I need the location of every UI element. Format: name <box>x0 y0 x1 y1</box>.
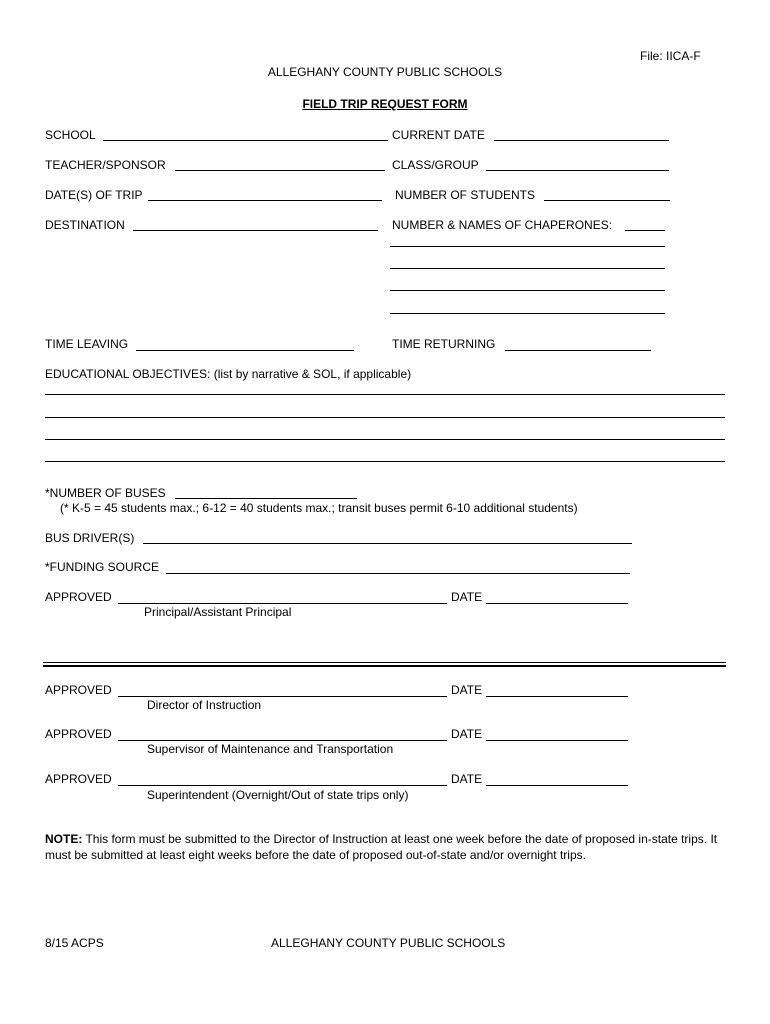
approver-role: Superintendent (Overnight/Out of state trips only) <box>147 788 409 802</box>
form-title: FIELD TRIP REQUEST FORM <box>302 97 468 111</box>
chaperone-name-line[interactable] <box>390 246 665 247</box>
number-of-students-label: NUMBER OF STUDENTS <box>395 188 536 202</box>
section-divider <box>43 665 726 667</box>
bus-drivers-label: BUS DRIVER(S) <box>45 531 135 545</box>
file-code: File: IICA-F <box>640 49 701 63</box>
current-date-field[interactable] <box>494 140 669 141</box>
time-leaving-field[interactable] <box>136 350 354 351</box>
approver-role: Director of Instruction <box>147 698 262 712</box>
footer-org: ALLEGHANY COUNTY PUBLIC SCHOOLS <box>271 936 506 950</box>
chaperone-name-line[interactable] <box>390 268 665 269</box>
educational-objectives-label: EDUCATIONAL OBJECTIVES: (list by narrative & SOL, if applicable) <box>45 367 412 381</box>
teacher-sponsor-field[interactable] <box>175 170 385 171</box>
approver-role: Principal/Assistant Principal <box>144 605 292 619</box>
note-text: This form must be submitted to the Director of Instruction at least one week before the date of proposed in-state trips. It must be submitted at least eight weeks before the date of proposed out-of-state and/or overnight trips. <box>45 832 718 862</box>
section-divider <box>43 662 726 663</box>
submission-note <box>45 831 725 863</box>
date-label: DATE <box>451 590 483 604</box>
objectives-line[interactable] <box>45 461 725 462</box>
time-leaving-label: TIME LEAVING <box>45 337 129 351</box>
current-date-label: CURRENT DATE <box>392 128 485 142</box>
number-of-buses-label: *NUMBER OF BUSES <box>45 486 166 500</box>
class-group-label: CLASS/GROUP <box>392 158 479 172</box>
objectives-line[interactable] <box>45 417 725 418</box>
teacher-sponsor-label: TEACHER/SPONSOR <box>45 158 166 172</box>
supervisor-signature-field[interactable] <box>118 740 447 741</box>
chaperones-label: NUMBER & NAMES OF CHAPERONES: <box>392 218 613 232</box>
approved-label: APPROVED <box>45 683 112 697</box>
time-returning-field[interactable] <box>505 350 651 351</box>
number-of-students-field[interactable] <box>544 200 670 201</box>
funding-source-label: *FUNDING SOURCE <box>45 560 160 574</box>
date-label: DATE <box>451 772 483 786</box>
destination-label: DESTINATION <box>45 218 125 232</box>
org-heading: ALLEGHANY COUNTY PUBLIC SCHOOLS <box>267 65 503 79</box>
note-label: NOTE: <box>45 832 83 846</box>
footer-code: 8/15 ACPS <box>45 936 104 950</box>
superintendent-date-field[interactable] <box>486 785 628 786</box>
superintendent-signature-field[interactable] <box>118 785 447 786</box>
principal-date-field[interactable] <box>486 603 628 604</box>
funding-source-field[interactable] <box>166 573 630 574</box>
dates-of-trip-label: DATE(S) OF TRIP <box>45 188 143 202</box>
chaperone-name-line[interactable] <box>390 290 665 291</box>
principal-signature-field[interactable] <box>118 603 447 604</box>
school-field[interactable] <box>103 140 388 141</box>
time-returning-label: TIME RETURNING <box>392 337 496 351</box>
dates-of-trip-field[interactable] <box>148 200 382 201</box>
supervisor-date-field[interactable] <box>486 740 628 741</box>
director-signature-field[interactable] <box>118 696 447 697</box>
class-group-field[interactable] <box>486 170 669 171</box>
bus-drivers-field[interactable] <box>143 543 632 544</box>
bus-capacity-note: (* K-5 = 45 students max.; 6-12 = 40 students max.; transit buses permit 6-10 additional students) <box>60 501 578 515</box>
school-label: SCHOOL <box>45 128 96 142</box>
number-of-buses-field[interactable] <box>175 498 357 499</box>
approved-label: APPROVED <box>45 590 112 604</box>
objectives-line[interactable] <box>45 394 725 395</box>
approved-label: APPROVED <box>45 727 112 741</box>
chaperone-name-line[interactable] <box>390 313 665 314</box>
director-date-field[interactable] <box>486 696 628 697</box>
objectives-line[interactable] <box>45 439 725 440</box>
approver-role: Supervisor of Maintenance and Transportation <box>147 742 394 756</box>
date-label: DATE <box>451 727 483 741</box>
approved-label: APPROVED <box>45 772 112 786</box>
chaperones-count-field[interactable] <box>625 230 665 231</box>
date-label: DATE <box>451 683 483 697</box>
destination-field[interactable] <box>133 230 378 231</box>
